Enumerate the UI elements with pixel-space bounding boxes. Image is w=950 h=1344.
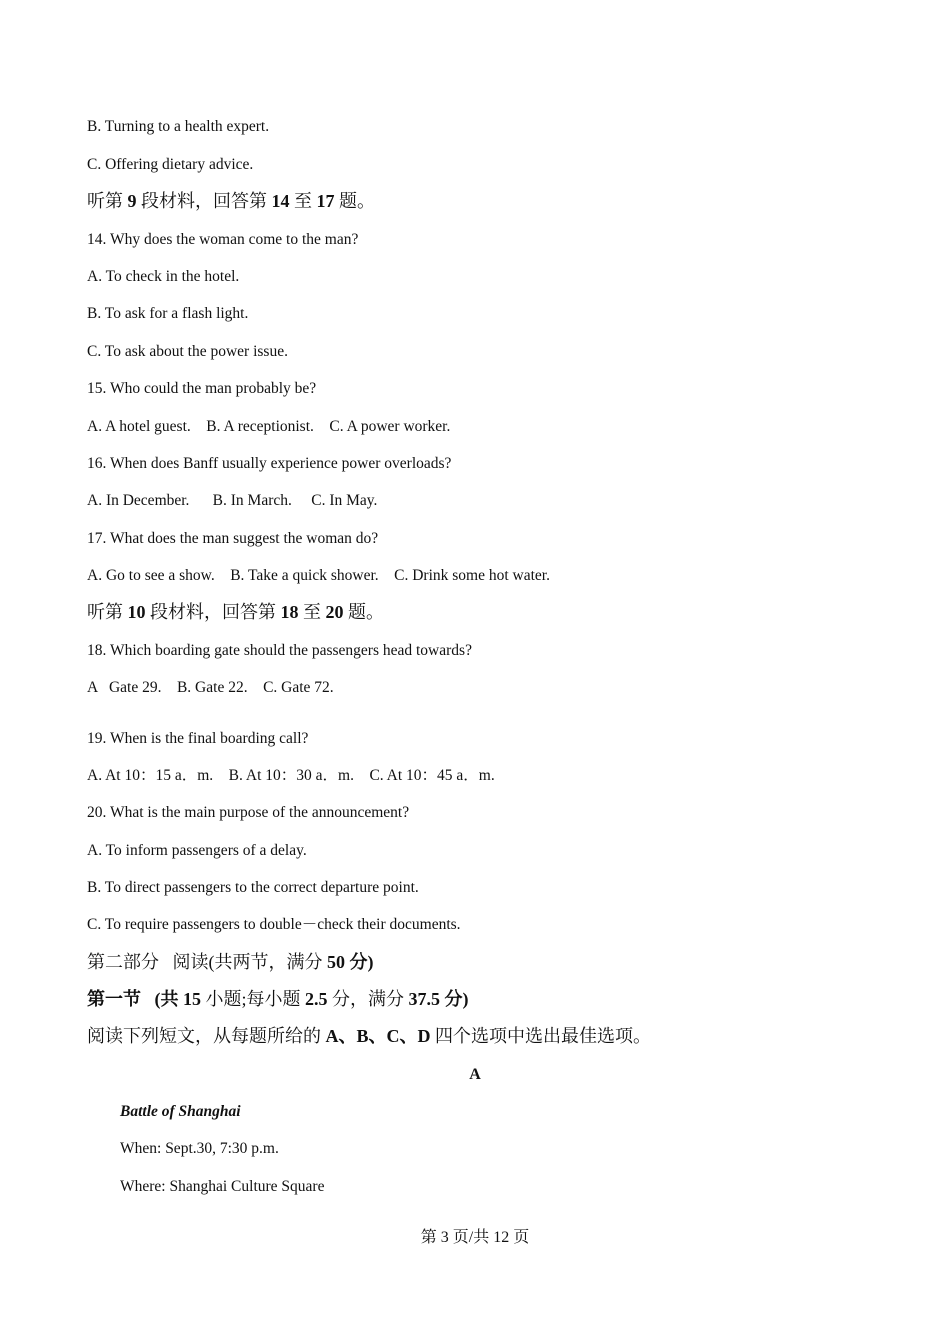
question-19: 19. When is the final boarding call? (87, 730, 309, 747)
reading-instructions: 阅读下列短文，从每题所给的 A、B、C、D 四个选项中选出最佳选项。 (87, 1026, 652, 1046)
question-15-options: A. A hotel guest. B. A receptionist. C. A power worker. (87, 418, 451, 435)
event-where: Where: Shanghai Culture Square (120, 1178, 325, 1195)
question-16-options: A. In December. B. In March. C. In May. (87, 492, 378, 509)
question-20-option-c: C. To require passengers to double－check their documents. (87, 916, 461, 933)
question-14-option-b: B. To ask for a flash light. (87, 305, 249, 322)
question-18-options: A Gate 29. B. Gate 22. C. Gate 72. (87, 679, 334, 696)
question-14-option-a: A. To check in the hotel. (87, 268, 240, 285)
event-when: When: Sept.30, 7:30 p.m. (120, 1140, 279, 1157)
part-two-heading: 第二部分 阅读(共两节，满分 50 分) (87, 952, 374, 972)
passage-label: A (469, 1066, 481, 1083)
question-20-option-b: B. To direct passengers to the correct departure point. (87, 879, 419, 896)
question-20-option-a: A. To inform passengers of a delay. (87, 842, 307, 859)
question-17: 17. What does the man suggest the woman do? (87, 530, 379, 547)
page-footer: 第 3 页/共 12 页 (420, 1229, 530, 1246)
passage-title: Battle of Shanghai (120, 1103, 241, 1120)
question-16: 16. When does Banff usually experience power overloads? (87, 455, 452, 472)
section-9-heading: 听第 9 段材料，回答第 14 至 17 题。 (87, 191, 375, 211)
option-c-dietary-advice: C. Offering dietary advice. (87, 156, 254, 173)
section-one-heading: 第一节 (共 15 小题;每小题 2.5 分，满分 37.5 分) (87, 989, 469, 1009)
question-14-option-c: C. To ask about the power issue. (87, 343, 288, 360)
question-20: 20. What is the main purpose of the announcement? (87, 804, 410, 821)
question-15: 15. Who could the man probably be? (87, 380, 317, 397)
question-18: 18. Which boarding gate should the passengers head towards? (87, 642, 472, 659)
question-17-options: A. Go to see a show. B. Take a quick shower. C. Drink some hot water. (87, 567, 550, 584)
question-14: 14. Why does the woman come to the man? (87, 231, 359, 248)
question-19-options: A. At 10：15 a．m. B. At 10：30 a．m. C. At 10：45 a．m. (87, 767, 495, 784)
option-b-health-expert: B. Turning to a health expert. (87, 118, 270, 135)
section-10-heading: 听第 10 段材料，回答第 18 至 20 题。 (87, 602, 384, 622)
